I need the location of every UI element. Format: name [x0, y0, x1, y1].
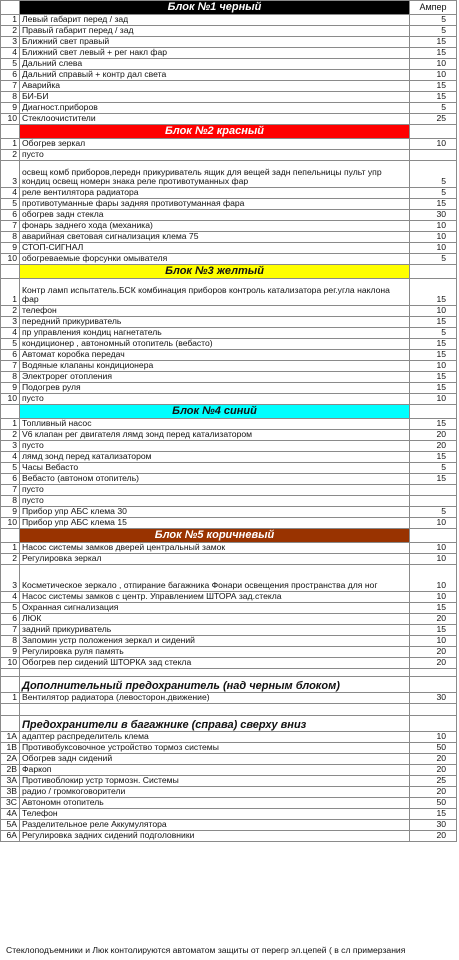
fuse-amperage: 5 [410, 328, 457, 339]
fuse-number: 6 [1, 474, 20, 485]
fuse-row [1, 199, 457, 210]
fuse-number: 5 [1, 339, 20, 350]
fuse-description: пусто [20, 150, 410, 161]
block-title: Блок №2 красный [20, 125, 410, 139]
fuse-number: 6 [1, 210, 20, 221]
block-title: Блок №1 черный [20, 1, 410, 15]
fuse-amperage: 25 [410, 114, 457, 125]
fuse-number: 4 [1, 592, 20, 603]
spacer-cell [20, 704, 410, 716]
fuse-description: Противоблокир устр тормозн. Системы [20, 776, 410, 787]
fuse-description: Электрорег отопления [20, 372, 410, 383]
fuse-amperage: 15 [410, 339, 457, 350]
fuse-amperage [410, 485, 457, 496]
fuse-description: Насос системы замков с центр. Управлением ШТОРА зад.стекла [20, 592, 410, 603]
block-header-spacer [1, 405, 20, 419]
block-header [1, 265, 457, 279]
fuse-description: Обогрев пер сидений ШТОРКА зад стекла [20, 658, 410, 669]
fuse-number: 8 [1, 372, 20, 383]
fuse-number: 9 [1, 647, 20, 658]
fuse-row [1, 820, 457, 831]
fuse-number: 6 [1, 350, 20, 361]
fuse-row [1, 70, 457, 81]
fuse-description: Фаркоп [20, 765, 410, 776]
fuse-row [1, 625, 457, 636]
amp-column-header: Ампер [410, 1, 457, 15]
fuse-amperage: 20 [410, 647, 457, 658]
fuse-row [1, 317, 457, 328]
fuse-description: Дальний справый + контр дал света [20, 70, 410, 81]
fuse-row [1, 15, 457, 26]
spacer-cell [410, 704, 457, 716]
fuse-row [1, 496, 457, 507]
spacer-cell [1, 704, 20, 716]
fuse-number: 3 [1, 565, 20, 592]
fuse-row [1, 636, 457, 647]
fuse-row [1, 647, 457, 658]
fuse-amperage: 5 [410, 103, 457, 114]
fuse-number: 9 [1, 103, 20, 114]
fuse-number: 10 [1, 114, 20, 125]
fuse-row [1, 306, 457, 317]
fuse-number: 10 [1, 658, 20, 669]
fuse-row [1, 592, 457, 603]
fuse-amperage: 15 [410, 37, 457, 48]
fuse-number: 5 [1, 463, 20, 474]
fuse-description: Регулировка руля память [20, 647, 410, 658]
fuse-row [1, 441, 457, 452]
fuse-amperage: 30 [410, 820, 457, 831]
fuse-amperage: 50 [410, 798, 457, 809]
fuse-description: пусто [20, 441, 410, 452]
fuse-amperage: 10 [410, 232, 457, 243]
fuse-amperage: 10 [410, 592, 457, 603]
block-header-amp [410, 265, 457, 279]
fuse-number: 7 [1, 625, 20, 636]
fuse-number: 4 [1, 188, 20, 199]
fuse-number: 2 [1, 430, 20, 441]
fuse-description: Прибор упр АБС клема 15 [20, 518, 410, 529]
fuse-row [1, 339, 457, 350]
fuse-number: 5A [1, 820, 20, 831]
fuse-description: Телефон [20, 809, 410, 820]
fuse-amperage: 15 [410, 48, 457, 59]
fuse-number: 3C [1, 798, 20, 809]
fuse-description: Автономн отопитель [20, 798, 410, 809]
subsection-spacer [1, 677, 20, 693]
fuse-row [1, 372, 457, 383]
fuse-amperage: 15 [410, 383, 457, 394]
fuse-number: 9 [1, 383, 20, 394]
fuse-description: пр управления кондиц нагнетатель [20, 328, 410, 339]
fuse-number: 1 [1, 15, 20, 26]
block-header [1, 529, 457, 543]
block-title: Блок №5 коричневый [20, 529, 410, 543]
fuse-row [1, 463, 457, 474]
fuse-description: Обогрев зеркал [20, 139, 410, 150]
fuse-number: 5 [1, 59, 20, 70]
fuse-number: 6A [1, 831, 20, 842]
fuse-row [1, 693, 457, 704]
fuse-amperage: 10 [410, 732, 457, 743]
fuse-number: 10 [1, 518, 20, 529]
fuse-number: 7 [1, 221, 20, 232]
fuse-number: 1 [1, 279, 20, 306]
fuse-description: Левый габарит перед / зад [20, 15, 410, 26]
fuse-description: Дальний слева [20, 59, 410, 70]
fuse-amperage: 5 [410, 463, 457, 474]
fuse-description: аварийная световая сигнализация клема 75 [20, 232, 410, 243]
fuse-description: освещ комб приборов,передн прикуриватель ящик для вещей задн пепельницы пульт упр кондиц освещ номерн знака реле противотуманных фар [20, 161, 410, 188]
fuse-number: 6 [1, 70, 20, 81]
fuse-row [1, 798, 457, 809]
fuse-number: 10 [1, 394, 20, 405]
fuse-row [1, 518, 457, 529]
fuse-number: 8 [1, 496, 20, 507]
fuse-row [1, 48, 457, 59]
subsection-amp [410, 716, 457, 732]
fuse-row [1, 103, 457, 114]
fuse-amperage: 25 [410, 776, 457, 787]
fuse-amperage: 10 [410, 59, 457, 70]
fuse-row [1, 658, 457, 669]
fuse-description: лямд зонд перед катализатором [20, 452, 410, 463]
fuse-number: 2 [1, 554, 20, 565]
fuse-row [1, 430, 457, 441]
fuse-amperage: 10 [410, 554, 457, 565]
spacer-cell [20, 669, 410, 677]
fuse-amperage: 30 [410, 693, 457, 704]
fuse-description: кондиционер , автономный отопитель (вебасто) [20, 339, 410, 350]
fuse-amperage: 15 [410, 603, 457, 614]
fuse-description: Вебасто (автоном отопитель) [20, 474, 410, 485]
fuse-number: 4 [1, 452, 20, 463]
fuse-number: 4A [1, 809, 20, 820]
fuse-description: противотуманные фары задняя противотуманная фара [20, 199, 410, 210]
fuse-number: 8 [1, 92, 20, 103]
fuse-row [1, 554, 457, 565]
fuse-row [1, 831, 457, 842]
fuse-amperage: 15 [410, 419, 457, 430]
fuse-amperage: 10 [410, 543, 457, 554]
fuse-amperage: 15 [410, 372, 457, 383]
fuse-row [1, 81, 457, 92]
fuse-number: 3A [1, 776, 20, 787]
fuse-amperage: 15 [410, 92, 457, 103]
fuse-description: обогреваемые форсунки омывателя [20, 254, 410, 265]
fuse-description: телефон [20, 306, 410, 317]
fuse-number: 2 [1, 26, 20, 37]
footnote: Стеклоподъемники и Люк контолируются автоматом защиты от перегр эл.цепей ( в сл примерзания [6, 945, 406, 955]
fuse-row [1, 732, 457, 743]
fuse-description: пусто [20, 394, 410, 405]
fuse-description: Подогрев руля [20, 383, 410, 394]
fuse-description: Топливный насос [20, 419, 410, 430]
fuse-amperage: 20 [410, 658, 457, 669]
fuse-number: 8 [1, 636, 20, 647]
fuse-number: 1B [1, 743, 20, 754]
fuse-amperage: 10 [410, 361, 457, 372]
fuse-number: 4 [1, 328, 20, 339]
fuse-number: 1 [1, 139, 20, 150]
fuse-row [1, 754, 457, 765]
fuse-description: СТОП-СИГНАЛ [20, 243, 410, 254]
fuse-number: 3 [1, 37, 20, 48]
fuse-description: реле вентилятора радиатора [20, 188, 410, 199]
fuse-row [1, 603, 457, 614]
fuse-amperage: 15 [410, 81, 457, 92]
fuse-amperage: 20 [410, 831, 457, 842]
fuse-description: Вентилятор радиатора (левосторон.движение) [20, 693, 410, 704]
spacer-row [1, 669, 457, 677]
fuse-number: 1 [1, 419, 20, 430]
fuse-amperage: 10 [410, 518, 457, 529]
fuse-description: Обогрев задн сидений [20, 754, 410, 765]
fuse-row [1, 743, 457, 754]
subsection-header [1, 716, 457, 732]
fuse-amperage: 15 [410, 809, 457, 820]
fuse-row [1, 452, 457, 463]
fuse-row [1, 383, 457, 394]
fuse-row [1, 232, 457, 243]
fuse-amperage: 5 [410, 26, 457, 37]
block-title: Блок №4 синий [20, 405, 410, 419]
block-header-amp [410, 405, 457, 419]
fuse-row [1, 776, 457, 787]
fuse-description: Водяные клапаны кондиционера [20, 361, 410, 372]
subsection-spacer [1, 716, 20, 732]
fuse-description: пусто [20, 496, 410, 507]
fuse-amperage: 20 [410, 441, 457, 452]
fuse-row [1, 161, 457, 188]
fuse-number: 9 [1, 243, 20, 254]
fuse-description: Охранная сигнализация [20, 603, 410, 614]
fuse-row [1, 114, 457, 125]
fuse-description: Контр ламп испытатель.БСК комбинация приборов контроль катализатора рег.угла наклона фар [20, 279, 410, 306]
fuse-number: 7 [1, 485, 20, 496]
fuse-amperage: 5 [410, 15, 457, 26]
fuse-number: 3 [1, 317, 20, 328]
fuse-description: ЛЮК [20, 614, 410, 625]
fuse-description: фонарь заднего хода (механика) [20, 221, 410, 232]
fuse-amperage: 20 [410, 614, 457, 625]
fuse-row [1, 394, 457, 405]
block-title: Блок №3 желтый [20, 265, 410, 279]
fuse-number: 1A [1, 732, 20, 743]
fuse-amperage: 20 [410, 754, 457, 765]
fuse-amperage: 50 [410, 743, 457, 754]
fuse-amperage: 20 [410, 765, 457, 776]
fuse-row [1, 809, 457, 820]
fuse-amperage: 10 [410, 306, 457, 317]
fuse-row [1, 210, 457, 221]
fuse-amperage: 10 [410, 139, 457, 150]
fuse-row [1, 765, 457, 776]
fuse-amperage: 5 [410, 254, 457, 265]
fuse-number: 2 [1, 306, 20, 317]
fuse-description: передний прикуриватель [20, 317, 410, 328]
fuse-description: V6 клапан рег двигателя лямд зонд перед катализатором [20, 430, 410, 441]
fuse-description: Регулировка задних сидений подголовники [20, 831, 410, 842]
fuse-number: 1 [1, 543, 20, 554]
fuse-number: 10 [1, 254, 20, 265]
fuse-number: 8 [1, 232, 20, 243]
fuse-row [1, 243, 457, 254]
fuse-amperage: 5 [410, 507, 457, 518]
block-header-spacer [1, 265, 20, 279]
fuse-row [1, 787, 457, 798]
fuse-amperage: 10 [410, 565, 457, 592]
spacer-cell [410, 669, 457, 677]
fuse-amperage: 15 [410, 452, 457, 463]
fuse-row [1, 221, 457, 232]
fuse-number: 2B [1, 765, 20, 776]
fuse-row [1, 350, 457, 361]
fuse-description: Противобуксовочное устройство тормоз системы [20, 743, 410, 754]
fuse-description: пусто [20, 485, 410, 496]
fuse-row [1, 361, 457, 372]
fuse-number: 3 [1, 441, 20, 452]
fuse-description: Автомат коробка передач [20, 350, 410, 361]
fuse-row [1, 92, 457, 103]
fuse-description: задний прикуриватель [20, 625, 410, 636]
fuse-amperage: 10 [410, 221, 457, 232]
fuse-row [1, 614, 457, 625]
fuse-number: 7 [1, 361, 20, 372]
fuse-row [1, 254, 457, 265]
fuse-row [1, 59, 457, 70]
block-header-spacer [1, 529, 20, 543]
fuse-row [1, 26, 457, 37]
fuse-description: радио / громкоговорители [20, 787, 410, 798]
fuse-row [1, 37, 457, 48]
fuse-number: 6 [1, 614, 20, 625]
fuse-row [1, 328, 457, 339]
fuse-number: 1 [1, 693, 20, 704]
fuse-amperage: 30 [410, 210, 457, 221]
fuse-row [1, 188, 457, 199]
fuse-number: 5 [1, 199, 20, 210]
block-header [1, 1, 457, 15]
fuse-description: Аварийка [20, 81, 410, 92]
fuse-description: Насос системы замков дверей центральный замок [20, 543, 410, 554]
fuse-description: Часы Вебасто [20, 463, 410, 474]
fuse-description: Диагност.приборов [20, 103, 410, 114]
fuse-amperage: 10 [410, 394, 457, 405]
fuse-amperage: 10 [410, 636, 457, 647]
fuse-number: 9 [1, 507, 20, 518]
fuse-description: Прибор упр АБС клема 30 [20, 507, 410, 518]
fuse-row [1, 507, 457, 518]
fuse-amperage: 15 [410, 279, 457, 306]
fuse-number: 2 [1, 150, 20, 161]
fuse-amperage [410, 150, 457, 161]
block-header [1, 125, 457, 139]
fuse-description: Регулировка зеркал [20, 554, 410, 565]
fuse-description: Ближний свет правый [20, 37, 410, 48]
fuse-row [1, 485, 457, 496]
spacer-cell [1, 669, 20, 677]
subsection-amp [410, 677, 457, 693]
fuse-amperage: 20 [410, 787, 457, 798]
fuse-number: 4 [1, 48, 20, 59]
fuse-amperage: 15 [410, 317, 457, 328]
fuse-row [1, 279, 457, 306]
fuse-number: 5 [1, 603, 20, 614]
block-header-amp [410, 529, 457, 543]
fuse-amperage: 15 [410, 474, 457, 485]
fuse-row [1, 139, 457, 150]
fuse-number: 3 [1, 161, 20, 188]
subsection-title: Предохранители в багажнике (справа) сверху вниз [20, 716, 410, 732]
fuse-amperage: 5 [410, 161, 457, 188]
fuse-description: Ближний свет левый + рег накл фар [20, 48, 410, 59]
fuse-amperage: 10 [410, 243, 457, 254]
fuse-description: адаптер распределитель клема [20, 732, 410, 743]
fuse-row [1, 565, 457, 592]
fuse-row [1, 150, 457, 161]
fuse-row [1, 419, 457, 430]
fuse-amperage: 10 [410, 70, 457, 81]
fuse-amperage: 5 [410, 188, 457, 199]
fuse-amperage: 15 [410, 199, 457, 210]
subsection-header [1, 677, 457, 693]
fuse-description: обогрев задн стекла [20, 210, 410, 221]
fuse-amperage: 15 [410, 625, 457, 636]
fuse-row [1, 474, 457, 485]
fuse-description: Правый габарит перед / зад [20, 26, 410, 37]
fuse-row [1, 543, 457, 554]
block-header-amp [410, 125, 457, 139]
fuse-amperage: 15 [410, 350, 457, 361]
fuse-description: Разделительное реле Аккумулятора [20, 820, 410, 831]
fuse-description: Стеклоочистители [20, 114, 410, 125]
fuse-description: Запомин устр положения зеркал и сидений [20, 636, 410, 647]
block-header-spacer [1, 125, 20, 139]
fuse-amperage: 20 [410, 430, 457, 441]
fuse-number: 3B [1, 787, 20, 798]
fuse-amperage [410, 496, 457, 507]
block-header [1, 405, 457, 419]
spacer-row [1, 704, 457, 716]
fuse-description: БИ-БИ [20, 92, 410, 103]
block-header-spacer [1, 1, 20, 15]
fuse-description: Косметическое зеркало , отпирание багажника Фонари освещения пространства для ног [20, 565, 410, 592]
fuse-number: 2A [1, 754, 20, 765]
subsection-title: Дополнительный предохранитель (над черным блоком) [20, 677, 410, 693]
fuse-number: 7 [1, 81, 20, 92]
